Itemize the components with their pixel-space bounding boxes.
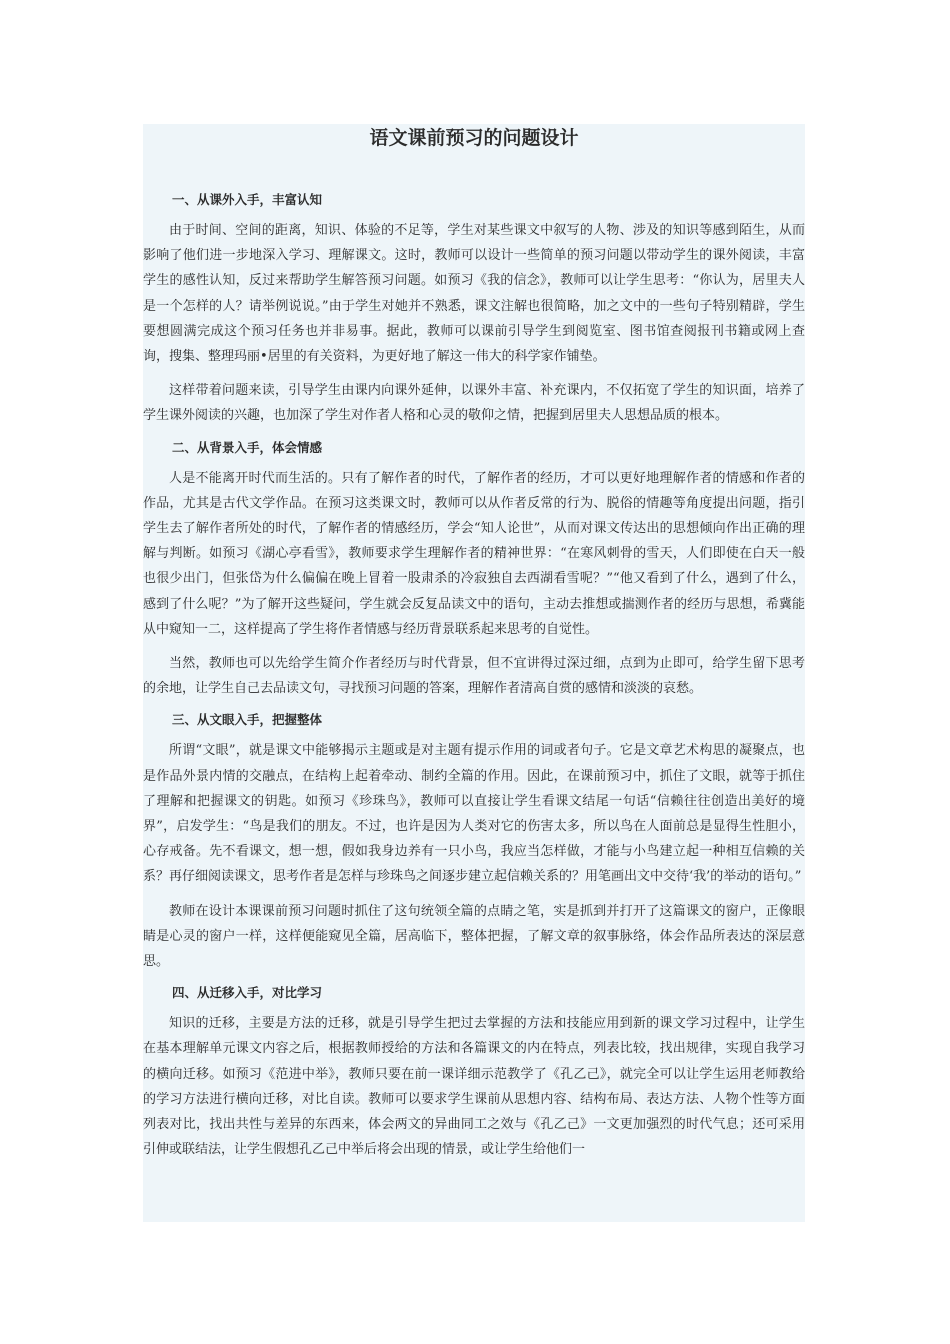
section-3-paragraph-1: 所谓“文眼”，就是课文中能够揭示主题或是对主题有提示作用的词或者句子。它是文章艺术构思的凝聚点，也是作品外景内情的交融点，在结构上起着牵动、制约全篇的作用。因此，在课前预习中，抓住了文眼，就等于抓住了理解和把握课文的钥匙。如预习《珍珠鸟》，教师可以直接让学生看课文结尾一句话“信赖往往创造出美好的境界”，启发学生：“鸟是我们的朋友。不过，也许是因为人类对它的伤害太多，所以鸟在人面前总是显得生性胆小，心存戒备。先不看课文，想一想，假如我身边养有一只小鸟，我应当怎样做，才能与小鸟建立起一种相互信赖的关系？再仔细阅读课文，思考作者是怎样与珍珠鸟之间逐步建立起信赖关系的？用笔画出文中交待‘我’的举动的语句。” [143, 743, 805, 885]
section-2-paragraph-2: 当然，教师也可以先给学生简介作者经历与时代背景，但不宜讲得过深过细，点到为止即可，给学生留下思考的余地，让学生自己去品读文句，寻找预习问题的答案，理解作者清高自赏的感情和淡淡的哀愁。 [143, 656, 805, 697]
section-1-paragraph-1: 由于时间、空间的距离，知识、体验的不足等，学生对某些课文中叙写的人物、涉及的知识等感到陌生，从而影响了他们进一步地深入学习、理解课文。这时，教师可以设计一些简单的预习问题以带动学生的课外阅读，丰富学生的感性认知，反过来帮助学生解答预习问题。如预习《我的信念》，教师可以让学生思考：“你认为，居里夫人是一个怎样的人？请举例说说。”由于学生对她并不熟悉，课文注解也很简略，加之文中的一些句子特别精辟，学生要想圆满完成这个预习任务也并非易事。据此，教师可以课前引导学生到阅览室、图书馆查阅报刊书籍或网上查询，搜集、整理玛丽•居里的有关资料，为更好地了解这一伟大的科学家作铺垫。 [143, 223, 805, 365]
section-heading-2: 二、从背景入手，体会情感 [172, 439, 323, 455]
section-heading-1: 一、从课外入手，丰富认知 [172, 192, 323, 207]
section-3-paragraph-2: 教师在设计本课课前预习问题时抓住了这句统领全篇的点睛之笔，实是抓到并打开了这篇课文的窗户，正像眼睛是心灵的窗户一样，这样便能窥见全篇，居高临下，整体把握，了解文章的叙事脉络，体会作品所表达的深层意思。 [143, 903, 805, 970]
section-4-paragraph-1: 知识的迁移，主要是方法的迁移，就是引导学生把过去掌握的方法和技能应用到新的课文学习过程中，让学生在基本理解单元课文内容之后，根据教师授给的方法和各篇课文的内在特点，列表比较，找出规律，实现自我学习的横向迁移。如预习《范进中举》，教师只要在前一课详细示范教学了《孔乙己》，就完全可以让学生运用老师教给的学习方法进行横向迁移，对比自读。教师可以要求学生课前从思想内容、结构布局、表达方法、人物个性等方面列表对比，找出共性与差异的东西来，体会两文的异曲同工之效与《孔乙己》一文更加强烈的时代气息；还可采用引伸或联结法，让学生假想孔乙己中举后将会出现的情景，或让学生给他们一 [143, 1016, 805, 1158]
document-title: 语文课前预习的问题设计 [369, 127, 579, 149]
document-body [143, 160, 805, 1163]
section-2-paragraph-1: 人是不能离开时代而生活的。只有了解作者的时代，了解作者的经历，才可以更好地理解作者的情感和作者的作品，尤其是古代文学作品。在预习这类课文时，教师可以从作者反常的行为、脱俗的情趣等角度提出问题，指引学生去了解作者所处的时代，了解作者的情感经历，学会“知人论世”，从而对课文传达出的思想倾向作出正确的理解与判断。如预习《湖心亭看雪》，教师要求学生理解作者的精神世界：“在寒风刺骨的雪天，人们即使在白天一般也很少出门，但张岱为什么偏偏在晚上冒着一股肃杀的冷寂独自去西湖看雪呢？”“他又看到了什么，遇到了什么，感到了什么呢？”为了解开这些疑问，学生就会反复品读文中的语句，主动去推想或揣测作者的经历与思想，希冀能从中窥知一二，这样提高了学生将作者情感与经历背景联系起来思考的自觉性。 [143, 470, 805, 637]
section-heading-4: 四、从迁移入手，对比学习 [172, 985, 323, 1001]
section-heading-3: 三、从文眼入手，把握整体 [172, 712, 323, 728]
document-panel [143, 124, 805, 1222]
section-1-paragraph-2: 这样带着问题来读，引导学生由课内向课外延伸，以课外丰富、补充课内，不仅拓宽了学生的知识面，培养了学生课外阅读的兴趣，也加深了学生对作者人格和心灵的敬仰之情，把握到居里夫人思想品质的根本。 [143, 383, 805, 424]
